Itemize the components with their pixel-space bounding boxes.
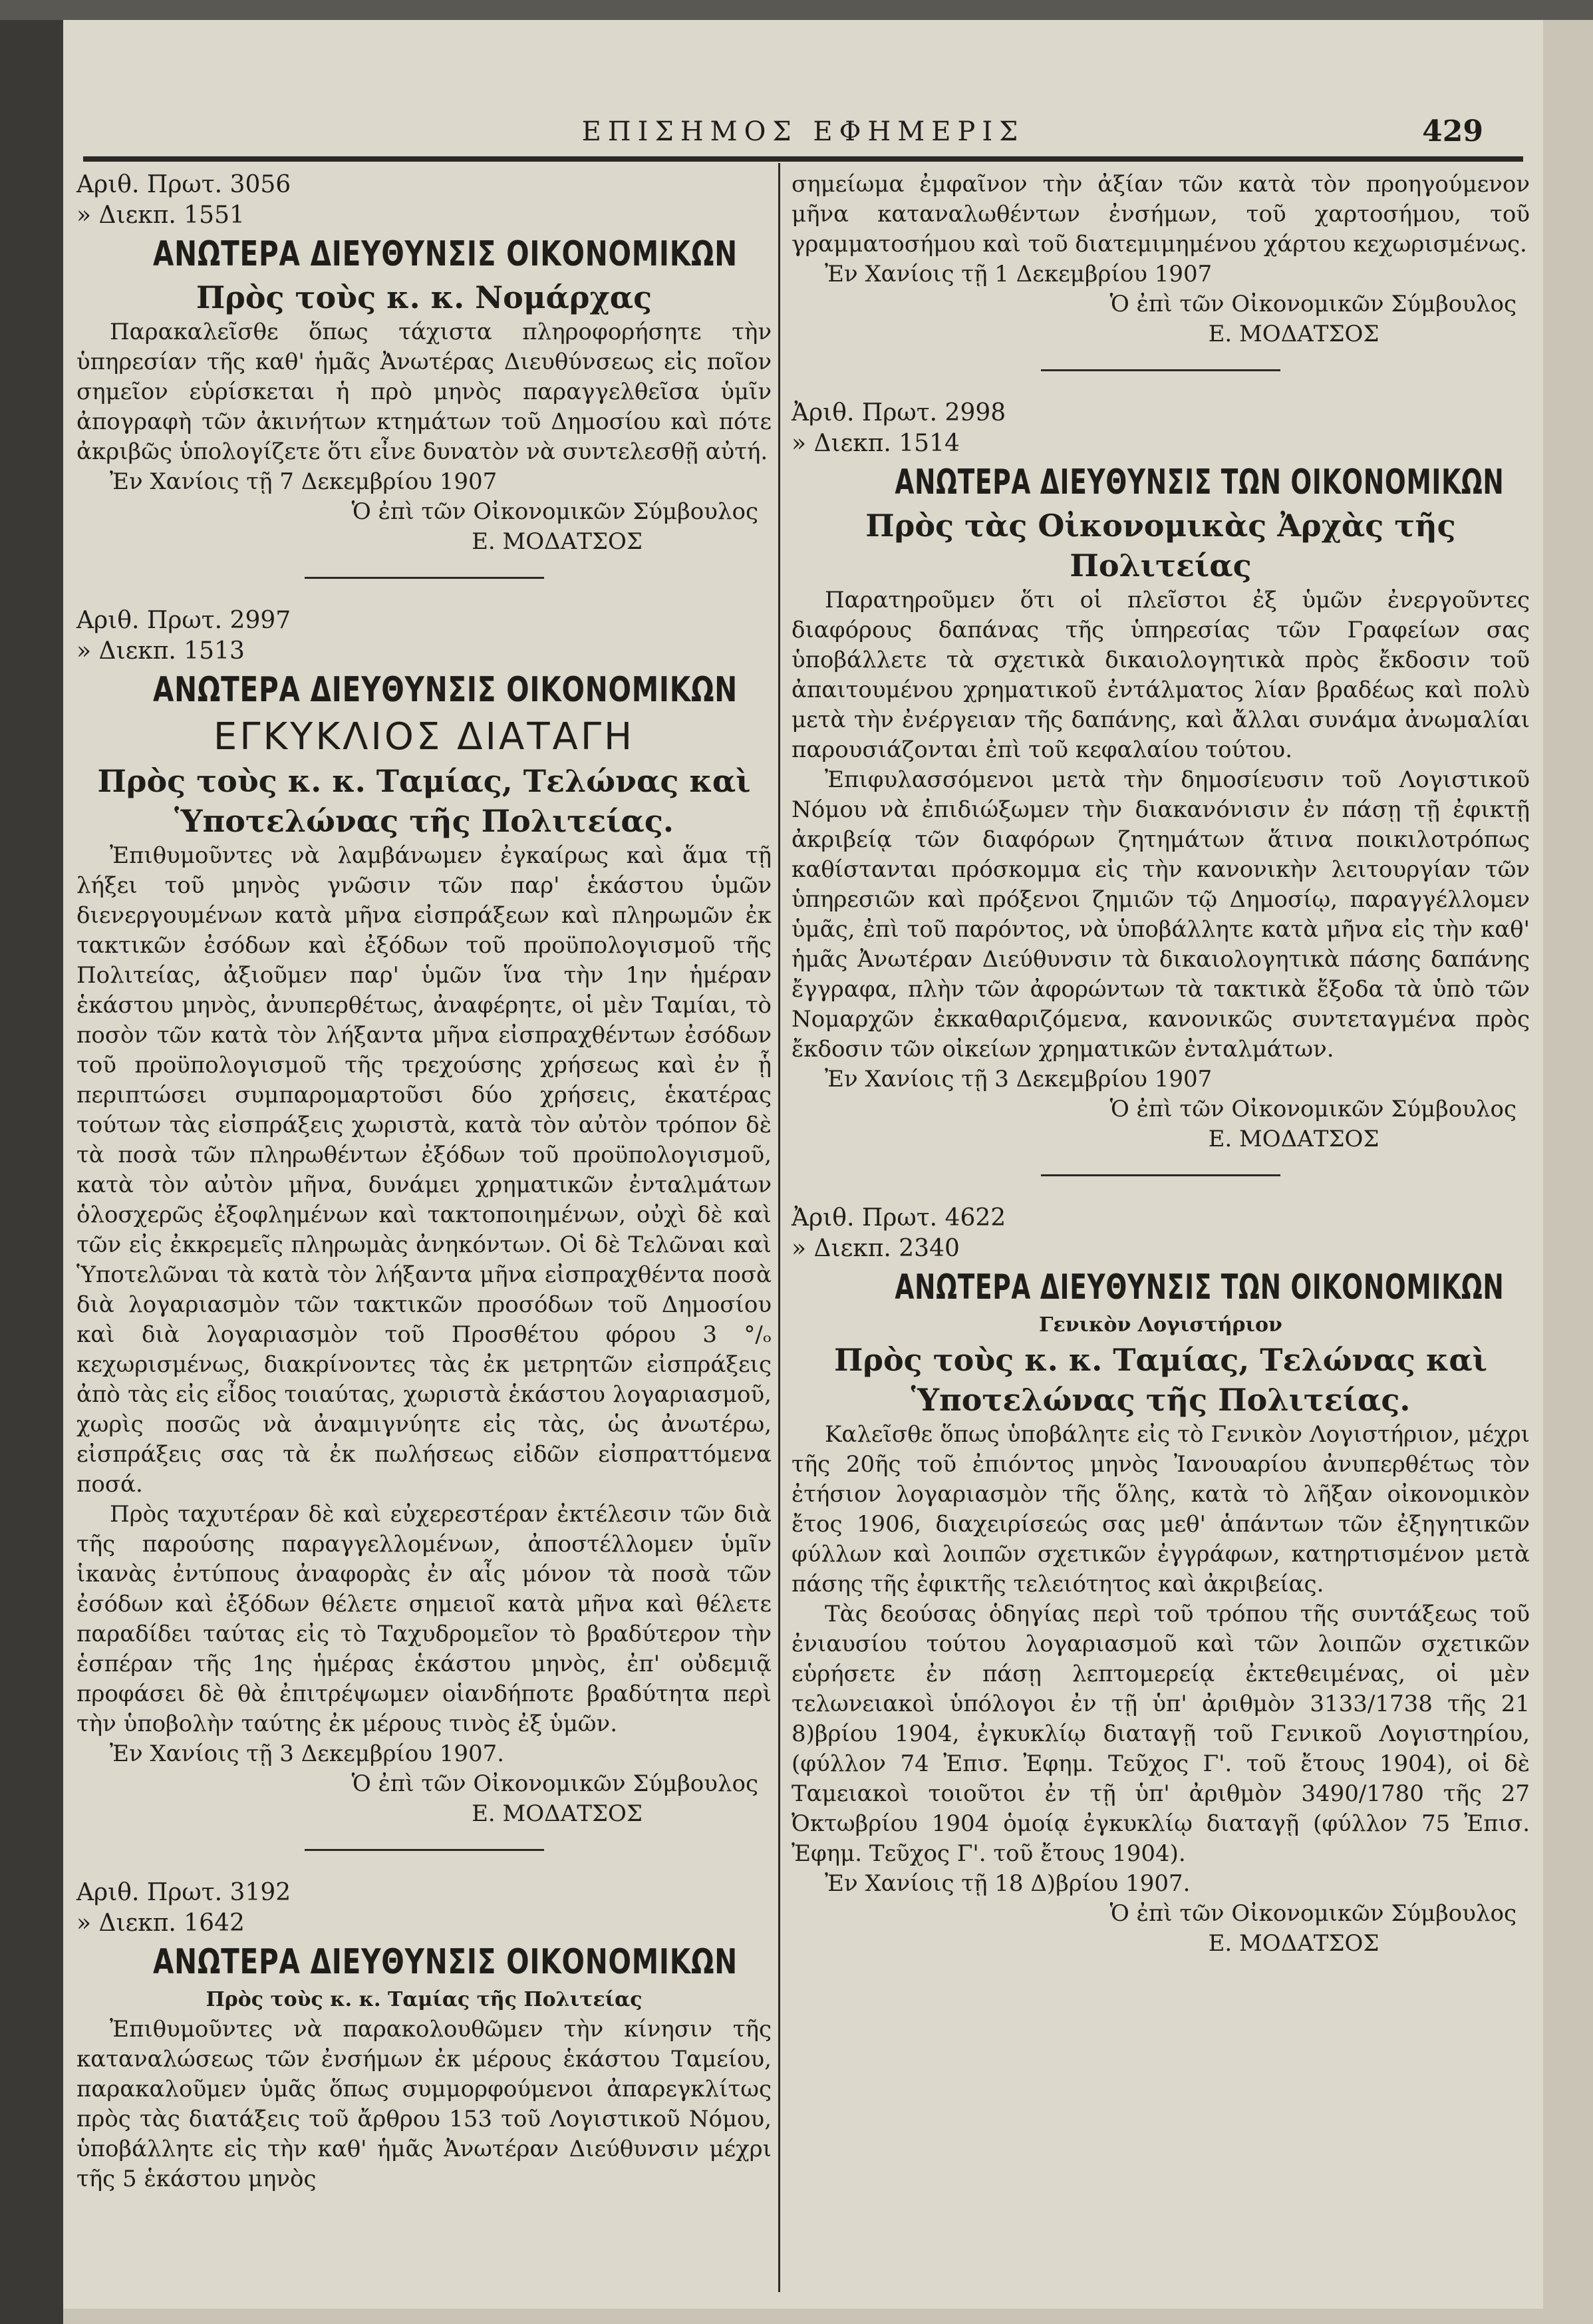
signatory-name: Ε. ΜΟΔΑΤΣΟΣ (1208, 1126, 1379, 1152)
notice-body: Ἐπιθυμοῦντες νὰ παρακολουθῶμεν τὴν κίνησιν τῆς καταναλώσεως τῶν ἐνσήμων ἐκ μέρους ἑκάστου Ταμείου, παρακαλοῦμεν ὑμᾶς ὅπως συμμορφούμενοι ἀπαρεγκλίτως πρὸς τὰς διατάξεις τοῦ ἄρθρου 153 τοῦ Λογιστικοῦ Νόμου, ὑποβάλλητε εἰς τὴν καθ' ἡμᾶς Ἀνωτέραν Διεύθυνσιν μέχρι τῆς 5 ἑκάστου μηνὸς (76, 2016, 772, 2192)
notice-heading: ΑΝΩΤΕΡΑ ΔΙΕΥΘΥΝΣΙΣ ΤΩΝ ΟΙΚΟΝΟΜΙΚΩΝ (895, 1267, 1505, 1307)
protocol-number: Ἀριθ. Πρωτ. 2998 (792, 399, 1006, 426)
dispatch-number: » Διεκπ. 1642 (76, 1909, 245, 1937)
notice-body-1: Καλεῖσθε ὅπως ὑποβάλητε εἰς τὸ Γενικὸν Λογιστήριον, μέχρι τῆς 20ῆς τοῦ ἐπιόντος μηνὸς Ἰανουαρίου ἀνυπερθέτως τὸν ἐτήσιον λογαριασμὸν τῆς ὅλης, κατὰ τὸ λῆξαν οἰκονομικὸν ἔτος 1906, διαχειρίσεώς σας μεθ' ἁπάντων τῶν ἐξηγητικῶν φύλλων καὶ λοιπῶν σχετικῶν ἐγγράφων, κατηρτισμένον μετὰ πάσης τῆς ἐφικτῆς τελειότητος καὶ ἀκριβείας. (792, 1421, 1530, 1597)
notice-body-2: Ἐπιφυλασσόμενοι μετὰ τὴν δημοσίευσιν τοῦ Λογιστικοῦ Νόμου νὰ ἐπιδιώξωμεν τὴν διακανόνισιν ἐν πάσῃ τῇ ἐφικτῇ ἀκριβείᾳ τῶν διαφόρων ζητημάτων ἅτινα ποικιλοτρόπως καθίστανται πρόσκομμα εἰς τὴν κανονικὴν λειτουργίαν τῶν ὑπηρεσιῶν καὶ πρόξενοι ζημιῶν τῷ Δημοσίῳ, παραγγέλλομεν ὑμᾶς, ἐπὶ τοῦ παρόντος, νὰ ὑποβάλλητε κατὰ μῆνα εἰς τὴν καθ' ἡμᾶς Ἀνωτέραν Διεύθυνσιν τὰ δικαιολογητικὰ πάσης δαπάνης ἔγγραφα, πλὴν τῶν ἀφορώντων τὰ τακτικὰ ἔξοδα τὰ ὑπὸ τῶν Νομαρχῶν ἐκκαθαριζόμενα, κανονικῶς συντεταγμένα πρὸς ἔκδοσιν τῶν οἰκείων χρηματικῶν ἐνταλμάτων. (792, 766, 1530, 1063)
notice-body-2: Πρὸς ταχυτέραν δὲ καὶ εὐχερεστέραν ἐκτέλεσιν τῶν διὰ τῆς παρούσης παραγγελλομένων, ἀποστέλλομεν ὑμῖν ἱκανὰς ἐντύπους ἀναφορὰς ἐν αἷς μόνον τὰ ποσὰ τῶν ἐσόδων καὶ ἐξόδων θέλετε σημειοῖ κατὰ μῆνα καὶ θέλετε παραδίδει ταύτας εἰς τὸ Ταχυδρομεῖον τὸ βραδύτερον τὴν ἑσπέραν τῆς 1ης ἡμέρας ἑκάστου μηνὸς, ἐπ' οὐδεμιᾷ προφάσει δὲ θὰ ἐπιτρέψωμεν οἱανδήποτε βραδύτητα περὶ τὴν ὑποβολὴν ταύτης ἐκ μέρους τινὸς ἐξ ὑμῶν. (76, 1501, 772, 1737)
notice-heading: ΑΝΩΤΕΡΑ ΔΙΕΥΘΥΝΣΙΣ ΟΙΚΟΝΟΜΙΚΩΝ (152, 234, 738, 274)
signatory-name: Ε. ΜΟΔΑΤΣΟΣ (1208, 1930, 1379, 1957)
dispatch-number: » Διεκπ. 2340 (792, 1235, 960, 1262)
signatory-title: Ὁ ἐπὶ τῶν Οἰκονομικῶν Σύμβουλος (1109, 1900, 1517, 1927)
signatory-name: Ε. ΜΟΔΑΤΣΟΣ (472, 528, 643, 555)
notice-3192 (76, 1878, 772, 2194)
addressee: Πρὸς τοὺς κ. κ. Νομάρχας (196, 279, 652, 315)
continued-body: σημείωμα ἐμφαῖνον τὴν ἀξίαν τῶν κατὰ τὸν προηγούμενον μῆνα καταναλωθέντων ἐνσήμων, τοῦ χαρτοσήμου, τοῦ γραμματοσήμου καὶ τοῦ διατεμιμημένου χάρτου κεχωρισμένως. (792, 171, 1530, 257)
dispatch-number: » Διεκπ. 1514 (792, 430, 960, 457)
separator-line (305, 1849, 544, 1851)
gazette-title: ΕΠΙΣΗΜΟΣ ΕΦΗΜΕΡΙΣ (581, 116, 1025, 147)
notice-3056 (76, 170, 772, 579)
notice-4622 (792, 1203, 1530, 1959)
notice-date: Ἐν Χανίοις τῇ 3 Δεκεμβρίου 1907. (110, 1741, 505, 1767)
notice-body-1: Παρατηροῦμεν ὅτι οἱ πλεῖστοι ἐξ ὑμῶν ἐνεργοῦντες διαφόρους δαπάνας τῆς ὑπηρεσίας τῶν Γραφείων σας ὑποβάλλετε τὰ σχετικὰ δικαιολογητικὰ πρὸς ἔκδοσιν τοῦ ἀπαιτουμένου χρηματικοῦ ἐντάλματος λίαν βραδέως καὶ πολὺ μετὰ τὴν ἐνέργειαν τῆς δαπάνης, καὶ ἄλλαι συνάμα ἀνωμαλίαι παρουσιάζονται ἐπὶ τοῦ κεφαλαίου τούτου. (792, 587, 1530, 763)
notice-date: Ἐν Χανίοις τῇ 7 Δεκεμβρίου 1907 (110, 468, 498, 495)
notice-heading: ΑΝΩΤΕΡΑ ΔΙΕΥΘΥΝΣΙΣ ΟΙΚΟΝΟΜΙΚΩΝ (152, 670, 738, 710)
addressee-line2: Ὑποτελώνας τῆς Πολιτείας. (911, 1382, 1411, 1418)
addressee-line1: Πρὸς τοὺς κ. κ. Ταμίας, Τελώνας καὶ (97, 763, 751, 799)
separator-line (1041, 1174, 1280, 1176)
separator-line (305, 577, 544, 579)
notice-body-1: Ἐπιθυμοῦντες νὰ λαμβάνωμεν ἐγκαίρως καὶ ἅμα τῇ λήξει τοῦ μηνὸς γνῶσιν τῶν παρ' ἑκάστου ὑμῶν διενεργουμένων κατὰ μῆνα εἰσπράξεων καὶ πληρωμῶν ἐκ τακτικῶν ἐσόδων καὶ ἐξόδων τοῦ προϋπολογισμοῦ τῆς Πολιτείας, ἀξιοῦμεν παρ' ὑμῶν ἵνα τὴν 1ην ἡμέραν ἑκάστου μηνὸς, ἀνυπερθέτως, ἀναφέρητε, οἱ μὲν Ταμίαι, τὸ ποσὸν τῶν κατὰ τὸν λήξαντα μῆνα εἰσπραχθέντων ἐσόδων τοῦ προϋπολογισμοῦ τῆς τρεχούσης χρήσεως καὶ ἐν ᾗ περιπτώσει συμπαρομαρτοῦσι δύο χρήσεις, ἑκατέρας τούτων τὰς εἰσπράξεις χωριστὰ, κατὰ τὸν αὐτὸν τρόπον δὲ τὰ ποσὰ τῶν πληρωθέντων ἐξόδων τοῦ προϋπολογισμοῦ, κατὰ τὸν αὐτὸν μῆνα, δυνάμει χρηματικῶν ἐνταλμάτων ὁλοσχερῶς ἐξοφλημένων καὶ τακτοποιημένων, οὐχὶ δὲ καὶ τῶν εἰς ἐκκρεμεῖς πληρωμὰς ἀνηκόντων. Οἱ δὲ Τελῶναι καὶ Ὑποτελῶναι τὰ κατὰ τὸν λήξαντα μῆνα εἰσπραχθέντα ποσὰ διὰ λογαριασμὸν τῶν τακτικῶν προσόδων τοῦ Δημοσίου καὶ διὰ λογαριασμὸν τοῦ Προσθέτου φόρου 3 °/ₒ κεχωρισμένως, διακρίνοντες τὰς ἐκ μετρητῶν εἰσπράξεις ἀπὸ τὰς εἰς εἶδος τοιαύτας, χωριστὰ ἑκάστου λογαριασμοῦ, χωρὶς ποσῶς νὰ ἀναμιγνύητε εἰς τὰς, ὡς ἀνωτέρω, εἰσπράξεις σας τὰ ἐκ πωλήσεως εἰδῶν εἰσπραττόμενα ποσά. (76, 842, 772, 1498)
dispatch-number: » Διεκπ. 1513 (76, 637, 245, 665)
notice-heading: ΑΝΩΤΕΡΑ ΔΙΕΥΘΥΝΣΙΣ ΟΙΚΟΝΟΜΙΚΩΝ (152, 1942, 738, 1982)
signatory-title: Ὁ ἐπὶ τῶν Οἰκονομικῶν Σύμβουλος (1109, 1096, 1517, 1122)
addressee-line1: Πρὸς τοὺς κ. κ. Ταμίας, Τελώνας καὶ (833, 1342, 1488, 1378)
notice-heading: ΑΝΩΤΕΡΑ ΔΙΕΥΘΥΝΣΙΣ ΤΩΝ ΟΙΚΟΝΟΜΙΚΩΝ (895, 462, 1505, 502)
office-name: Γενικὸν Λογιστήριον (1039, 1313, 1282, 1337)
newspaper-page (63, 20, 1543, 2309)
page-number: 429 (1422, 114, 1483, 148)
notice-date: Ἐν Χανίοις τῇ 3 Δεκεμβρίου 1907 (825, 1066, 1213, 1092)
signatory-title: Ὁ ἐπὶ τῶν Οἰκονομικῶν Σύμβουλος (1109, 291, 1517, 317)
signatory-title: Ὁ ἐπὶ τῶν Οἰκονομικῶν Σύμβουλος (351, 1770, 758, 1797)
notice-2997 (76, 605, 772, 1851)
notice-body: Παρακαλεῖσθε ὅπως τάχιστα πληροφορήσητε τὴν ὑπηρεσίαν τῆς καθ' ἡμᾶς Ἀνωτέρας Διευθύνσεως εἰς ποῖον σημεῖον εὑρίσκεται ἡ πρὸ μηνὸς παραγγελθεῖσα ὑμῖν ἀπογραφὴ τῶν ἀκινήτων κτημάτων τοῦ Δημοσίου καὶ πότε ἀκριβῶς ὑπολογίζετε ὅτι εἶνε δυνατὸν νὰ συντελεσθῇ αὐτή. (76, 319, 772, 465)
notice-3192-continued (792, 170, 1530, 371)
notice-2998 (792, 398, 1530, 1176)
circular-title: ΕΓΚΥΚΛΙΟΣ ΔΙΑΤΑΓΗ (213, 715, 635, 758)
protocol-number: Αριθ. Πρωτ. 3192 (76, 1879, 291, 1906)
left-column (76, 170, 772, 2221)
protocol-number: Αριθ. Πρωτ. 2997 (76, 607, 291, 634)
right-column (792, 170, 1530, 1985)
signatory-name: Ε. ΜΟΔΑΤΣΟΣ (472, 1800, 643, 1827)
notice-date: Ἐν Χανίοις τῇ 18 Δ)βρίου 1907. (825, 1870, 1191, 1897)
signatory-title: Ὁ ἐπὶ τῶν Οἰκονομικῶν Σύμβουλος (351, 498, 758, 525)
addressee: Πρὸς τοὺς κ. κ. Ταμίας τῆς Πολιτείας (206, 1988, 643, 2011)
header-rule (83, 156, 1523, 162)
page-header (63, 100, 1543, 160)
scan-border-top (0, 0, 1593, 20)
addressee-line2: Ὑποτελώνας τῆς Πολιτείας. (174, 803, 674, 839)
column-divider (778, 163, 780, 2292)
signatory-name: Ε. ΜΟΔΑΤΣΟΣ (1208, 321, 1379, 347)
protocol-number: Ἀριθ. Πρωτ. 4622 (792, 1204, 1006, 1232)
dispatch-number: » Διεκπ. 1551 (76, 202, 245, 229)
notice-date: Ἐν Χανίοις τῇ 1 Δεκεμβρίου 1907 (825, 261, 1213, 287)
separator-line (1041, 369, 1280, 371)
addressee: Πρὸς τὰς Οἰκονομικὰς Ἀρχὰς τῆς Πολιτείας (865, 508, 1456, 583)
scan-border-dark (0, 0, 63, 2324)
protocol-number: Αριθ. Πρωτ. 3056 (76, 171, 291, 198)
notice-body-2: Τὰς δεούσας ὁδηγίας περὶ τοῦ τρόπου τῆς συντάξεως τοῦ ἐνιαυσίου τούτου λογαριασμοῦ καὶ τῶν λοιπῶν σχετικῶν εὑρήσετε ἐν πάσῃ λεπτομερείᾳ ἐκτεθειμένας, οἱ μὲν τελωνειακοὶ ὑπόλογοι ἐν τῇ ὑπ' ἀριθμὸν 3133/1738 τῆς 21 8)βρίου 1904, ἐγκυκλίῳ διαταγῇ τοῦ Γενικοῦ Λογιστηρίου, (φύλλον 74 Ἐπισ. Ἐφημ. Τεῦχος Γ'. τοῦ ἔτους 1904), οἱ δὲ Ταμειακοὶ τοιοῦτοι ἐν τῇ ὑπ' ἀριθμὸν 3490/1780 τῆς 27 Ὀκτωβρίου 1904 ὁμοίᾳ ἐγκυκλίῳ διαταγῇ (φύλλον 75 Ἐπισ. Ἐφημ. Τεῦχος Γ'. τοῦ ἔτους 1904). (792, 1601, 1530, 1867)
